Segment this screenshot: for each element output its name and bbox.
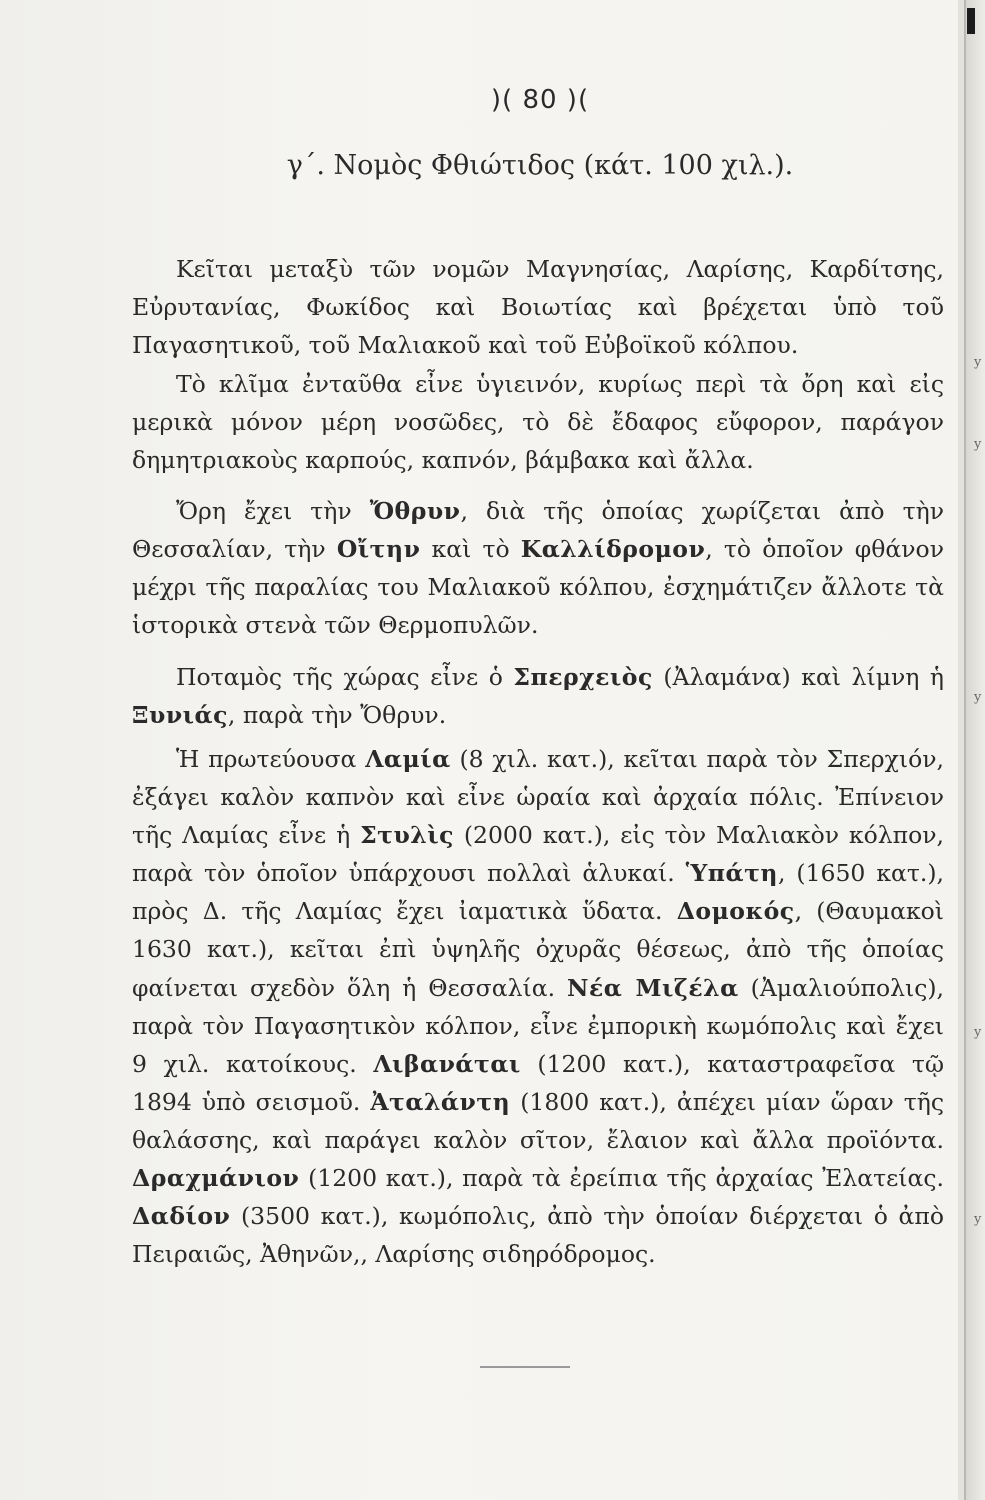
text-run: Ὄρη ἔχει τὴν	[176, 497, 370, 525]
place-name: Σπερχειὸς	[513, 663, 653, 691]
text-run: (Ἀλαμάνα) καὶ λίμνη ἡ	[652, 663, 944, 691]
text-run: (Ἀμαλιούπολις), παρὰ τὸν Παγασητικὸν κόλπον, εἶνε ἐμπορικὴ κωμόπολις καὶ ἔχει 9 χιλ. κατοίκους.	[132, 973, 944, 1078]
text-run: , (1650 κατ.), πρὸς Δ. τῆς Λαμίας ἔχει ἰαματικὰ ὕδατα.	[132, 859, 944, 926]
text-run: Τὸ κλῖμα ἐνταῦθα εἶνε ὑγιεινόν, κυρίως περὶ τὰ ὄρη καὶ εἰς μερικὰ μόνον μέρη νοσῶδες, τὸ δὲ ἔδαφος εὔφορον, παράγον δημητριακοὺς καρπούς, καπνόν, βάμβακα καὶ ἄλλα.	[132, 370, 944, 475]
end-rule	[480, 1366, 570, 1368]
place-name: Ἀταλάντη	[370, 1087, 511, 1116]
margin-mark: y	[974, 1212, 982, 1227]
place-name: Νέα Μιζέλα	[567, 973, 739, 1002]
margin-mark: y	[974, 1025, 982, 1040]
place-name: Ξυνιάς	[132, 701, 228, 730]
text-run: (1200 κατ.), παρὰ τὰ ἐρείπια τῆς ἀρχαίας Ἐλατείας.	[299, 1164, 944, 1193]
paragraph	[132, 658, 944, 734]
margin-mark: y	[974, 437, 982, 452]
place-name: Δραχμάνιον	[132, 1164, 300, 1193]
margin-mark: y	[974, 355, 982, 370]
text-run: , τὸ ὁποῖον φθάνον μέχρι τῆς παραλίας του Μαλιακοῦ κόλπου, ἐσχημάτιζεν ἄλλοτε τὰ ἱστορικὰ στενὰ τῶν Θερμοπυλῶν.	[132, 535, 944, 640]
text-run: Κεῖται μεταξὺ τῶν νομῶν Μαγνησίας, Λαρίσης, Καρδίτσης, Εὐρυτανίας, Φωκίδος καὶ Βοιωτίας καὶ βρέχεται ὑπὸ τοῦ Παγασητικοῦ, τοῦ Μαλιακοῦ καὶ τοῦ Εὐβοϊκοῦ κόλπου.	[132, 255, 944, 360]
place-name: Λιβανάται	[373, 1049, 521, 1078]
text-run: , διὰ τῆς ὁποίας χωρίζεται ἀπὸ τὴν Θεσσαλίαν, τὴν	[132, 497, 944, 564]
place-name: Οἴτην	[336, 535, 421, 564]
adjacent-page-edge	[966, 0, 985, 1500]
page-number: )( 80 )(	[490, 85, 590, 115]
paragraph	[132, 250, 944, 364]
place-name: Ὑπάτη	[685, 859, 778, 888]
text-run: Ποταμὸς τῆς χώρας εἶνε ὁ	[176, 663, 514, 691]
place-name: Καλλίδρομον	[520, 535, 706, 564]
text-run: (2000 κατ.), εἰς τὸν Μαλιακὸν κόλπον, παρὰ τὸν ὁποῖον ὑπάρχουσι πολλαὶ ἁλυκαί.	[132, 821, 944, 888]
text-run: Ἡ πρωτεύουσα	[176, 745, 366, 773]
place-name: Λαμία	[365, 745, 451, 773]
text-run: καὶ τὸ	[420, 535, 521, 564]
text-run: , (Θαυμακοὶ 1630 κατ.), κεῖται ἐπὶ ὑψηλῆς ὀχυρᾶς θέσεως, ἀπὸ τῆς ὁποίας φαίνεται σχεδὸν ὅλη ἡ Θεσσαλία.	[132, 897, 944, 1002]
text-run: (8 χιλ. κατ.), κεῖται παρὰ τὸν Σπερχιόν, ἐξάγει καλὸν καπνὸν καὶ εἶνε ὡραία καὶ ἀρχαία πόλις. Ἐπίνειον τῆς Λαμίας εἶνε ἡ	[132, 745, 944, 850]
scan-corner-mark	[967, 8, 975, 34]
paragraph	[132, 365, 944, 479]
text-run: , παρὰ τὴν Ὄθρυν.	[227, 701, 447, 730]
place-name: Ὄθρυν	[369, 497, 461, 525]
text-run: (3500 κατ.), κωμόπολις, ἀπὸ τὴν ὁποίαν διέρχεται ὁ ἀπὸ Πειραιῶς, Ἀθηνῶν,, Λαρίσης σιδηρόδρομος.	[132, 1202, 944, 1269]
paragraph	[132, 740, 944, 1273]
text-run: (1200 κατ.), καταστραφεῖσα τῷ 1894 ὑπὸ σεισμοῦ.	[132, 1049, 944, 1116]
place-name: Δαδίον	[132, 1202, 231, 1231]
section-heading: γ΄. Νομὸς Φθιώτιδος (κάτ. 100 χιλ.).	[286, 150, 794, 181]
margin-mark: y	[974, 690, 982, 705]
text-run: (1800 κατ.), ἀπέχει μίαν ὥραν τῆς θαλάσσης, καὶ παράγει καλὸν σῖτον, ἔλαιον καὶ ἄλλα προϊόντα.	[132, 1087, 944, 1154]
place-name: Δομοκός	[676, 897, 795, 926]
paragraph	[132, 492, 944, 644]
place-name: Στυλὶς	[360, 821, 454, 850]
